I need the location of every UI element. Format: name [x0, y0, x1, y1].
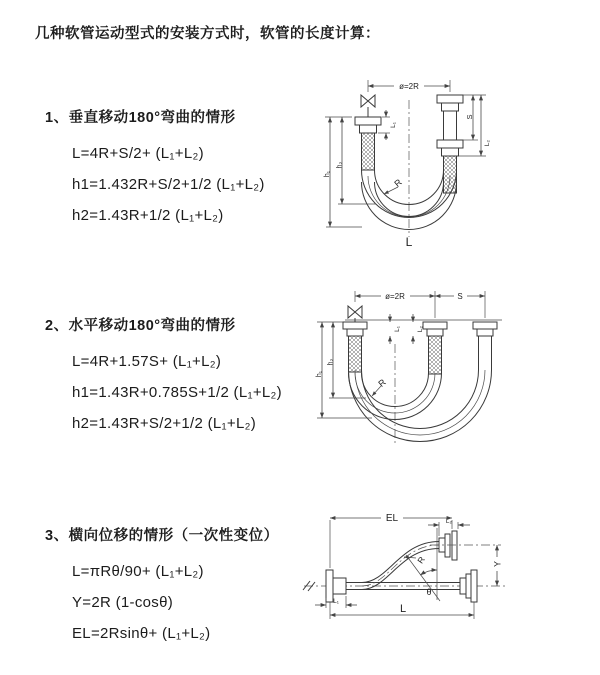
diagram-vertical-bend: [300, 70, 560, 265]
radius-label: R: [392, 177, 404, 189]
section-3-heading: 3、横向位移的情形（一次性变位）: [45, 528, 279, 544]
left-flange: [355, 117, 381, 170]
valve-icon: [348, 306, 362, 322]
dim-l1: [315, 596, 357, 608]
formula-el: EL=2Rsinθ+ (L₁+L₂): [72, 625, 211, 642]
dim-label-l1: L₁: [333, 598, 339, 605]
length-label: L: [405, 235, 413, 249]
left-flange: [343, 322, 367, 372]
dim-l1: [390, 314, 401, 344]
dim-label-span: ø=2R: [385, 292, 405, 301]
radius-callout: [404, 555, 427, 566]
formula-h2: h2=1.43R+S/2+1/2 (L₁+L₂): [72, 415, 257, 432]
valve-icon: [361, 95, 375, 117]
radius-callout: [384, 177, 404, 194]
dim-h1: [324, 117, 362, 227]
dim-label-s: S: [465, 114, 474, 120]
middle-flange: [423, 322, 447, 374]
formula-offset: Y=2R (1-cosθ): [72, 594, 174, 611]
diagram-lateral-offset: [300, 498, 600, 648]
dim-l2: [481, 95, 491, 156]
radius-label: R: [415, 554, 427, 566]
radius-label: R: [376, 377, 388, 389]
dim-length: [330, 602, 474, 619]
section-vertical-movement: [45, 106, 265, 231]
dim-l2: [413, 314, 424, 344]
formula-length: L=πRθ/90+ (L₁+L₂): [72, 563, 204, 580]
diagram-horizontal-bend: [300, 282, 580, 462]
dim-label-el: EL: [385, 513, 399, 524]
dim-label-l2: L₂: [417, 325, 424, 333]
right-flange-lower: [437, 140, 463, 193]
dim-label-l1: L₁: [390, 122, 397, 128]
dim-el: [330, 511, 452, 568]
length-label: L: [399, 603, 407, 615]
dim-label-h1: h₁: [324, 170, 331, 178]
formula-h1: h1=1.43R+0.785S+1/2 (L₁+L₂): [72, 384, 282, 401]
dim-label-s: S: [457, 292, 463, 301]
right-flange-upper: [437, 95, 463, 140]
dim-label-h1: h₁: [316, 370, 323, 378]
dim-travel: [435, 290, 485, 301]
section-horizontal-movement: [45, 314, 282, 439]
dim-label-h2: h₂: [336, 161, 344, 169]
dim-l2: [428, 518, 470, 536]
formula-h2: h2=1.43R+1/2 (L₁+L₂): [72, 207, 224, 224]
section-2-heading: 2、水平移动180°弯曲的情形: [45, 318, 236, 334]
dim-label-h2: h₂: [327, 358, 335, 366]
formula-length: L=4R+1.57S+ (L₁+L₂): [72, 353, 222, 370]
formula-length: L=4R+S/2+ (L₁+L₂): [72, 145, 204, 162]
hose-bend: [349, 370, 492, 442]
dim-label-l1: L₁: [394, 326, 401, 332]
formula-h1: h1=1.432R+S/2+1/2 (L₁+L₂): [72, 176, 265, 193]
dim-span: [368, 80, 450, 92]
section-lateral-offset: [45, 524, 279, 649]
dim-h1: [316, 322, 372, 418]
section-1-heading: 1、垂直移动180°弯曲的情形: [45, 110, 236, 126]
radius-callout: [372, 377, 388, 396]
dim-label-l2: L₂: [484, 139, 491, 147]
page-title: 几种软管运动型式的安装方式时，软管的长度计算：: [35, 26, 380, 42]
upper-flange: [439, 531, 457, 560]
dim-label-y: Y: [492, 560, 503, 568]
dim-label-l2: L₂: [445, 518, 453, 525]
dim-label-span: ø=2R: [399, 82, 419, 91]
moved-flange: [473, 322, 497, 370]
right-flange-straight: [460, 570, 477, 602]
dim-y: [493, 545, 503, 586]
angle-label: θ: [426, 587, 432, 597]
